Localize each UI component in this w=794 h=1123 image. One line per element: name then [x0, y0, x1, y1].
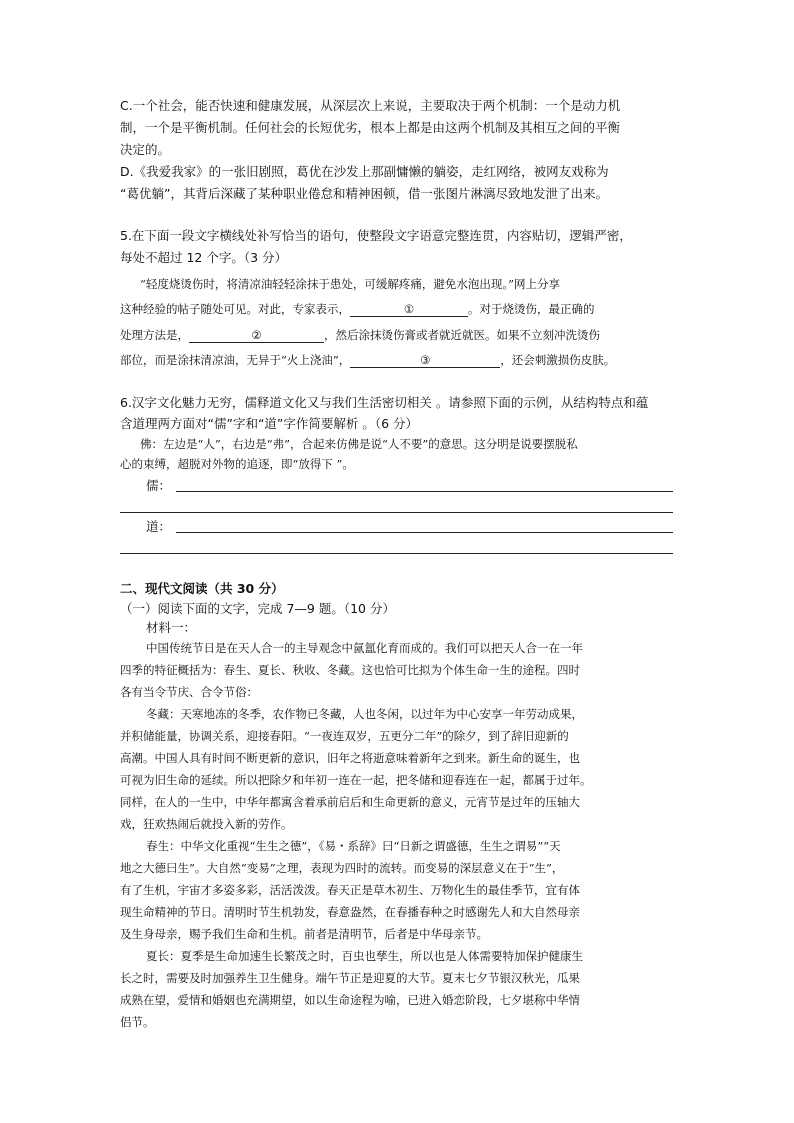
- option-d-line-1: D.《我爱我家》的一张旧剧照，葛优在沙发上那副慵懒的躺姿，走红网络，被网友戏称为: [120, 164, 609, 179]
- para4-line-1: 夏长：夏季是生命加速生长繁茂之时，百虫也孳生，所以也是人体需要特加保护健康生: [146, 949, 583, 963]
- para2-line-4: 可视为旧生命的延续。所以把除夕和年初一连在一起，把冬储和迎春连在一起，都属于过年。: [120, 773, 592, 787]
- q5-stem-line-1: 5.在下面一段文字横线处补写恰当的语句，使整段文字语意完整连贯，内容贴切，逻辑严密，: [120, 228, 632, 243]
- para2-line-2: 并积储能量，协调关系，迎接春阳。“一夜连双岁，五更分二年”的除夕，到了辞旧迎新的: [120, 729, 569, 743]
- para2-line-5: 同样，在人的一生中，中华年都寓含着承前启后和生命更新的意义，元宵节是过年的压轴大: [120, 795, 580, 809]
- q5-passage-line-4: [120, 353, 680, 368]
- q5-passage-text: 处理方法是，: [120, 328, 189, 342]
- q5-passage-text: 。对于烧烫伤，最正确的: [468, 302, 595, 316]
- q5-stem-line-2: 每处不超过 12 个字。（3 分）: [120, 250, 288, 265]
- q5-passage-text: 部位，而是涂抹清凉油，无异于“火上浇油”，: [120, 353, 351, 367]
- ru-answer-line-1[interactable]: [176, 491, 673, 492]
- q5-passage-line-1: “轻度烧烫伤时，将清凉油轻轻涂抹于患处，可缓解疼痛，避免水泡出现。”网上分享: [140, 277, 561, 291]
- option-c-line-1: C.一个社会，能否快速和健康发展，从深层次上来说，主要取决于两个机制：一个是动力机: [120, 98, 621, 113]
- para4-line-2: 长之时，需要及时加强养生卫生健身。端午节正是迎夏的大节。夏末七夕节银汉秋光，瓜果: [120, 971, 580, 985]
- para3-line-1: 春生：中华文化重视“生生之德”，《易・系辞》曰“日新之谓盛德，生生之谓易”“天: [146, 839, 561, 853]
- q6-stem-line-2: 含道理两方面对“儒”字和“道”字作简要解析 。（6 分）: [120, 416, 419, 431]
- para3-line-2: 地之大德曰生”。大自然“变易”之理，表现为四时的流转。而变易的深层意义在于“生”，: [120, 861, 564, 875]
- dao-answer-line-2[interactable]: [120, 553, 673, 554]
- para1-line-2: 四季的特征概括为：春生、夏长、秋收、冬藏。这也恰可比拟为个体生命一生的途程。四时: [120, 663, 580, 677]
- section-heading: 二、现代文阅读（共 30 分）: [120, 581, 284, 596]
- option-c-line-2: 制，一个是平衡机制。任何社会的长短优劣，根本上都是由这两个机制及其相互之间的平衡: [120, 120, 621, 135]
- para1-line-1: 中国传统节日是在天人合一的主导观念中氤氲化育而成的。我们可以把天人合一在一年: [146, 641, 583, 655]
- para1-line-3: 各有当令节庆、合令节俗：: [120, 685, 258, 699]
- material-label: 材料一：: [146, 620, 197, 635]
- para2-line-6: 戏，狂欢热闹后就投入新的劳作。: [120, 817, 293, 831]
- ru-label: 儒：: [146, 478, 172, 493]
- q5-passage-line-3: [120, 328, 680, 343]
- dao-label: 道：: [146, 519, 172, 534]
- para3-line-3: 有了生机，宇宙才多姿多彩，活活泼泼。春天正是草木初生、万物化生的最佳季节，宜有体: [120, 883, 580, 897]
- answer-blank-2[interactable]: ②: [189, 328, 324, 343]
- para4-line-3: 成熟在望，爱情和婚姻也充满期望，如以生命途程为喻，已进入婚恋阶段，七夕堪称中华情: [120, 993, 580, 1007]
- q5-passage-text: ，然后涂抹烫伤膏或者就近就医。如果不立刻冲洗烫伤: [324, 328, 600, 342]
- q5-passage-text: 这种经验的帖子随处可见。对此，专家表示，: [120, 302, 350, 316]
- answer-blank-1[interactable]: ①: [350, 302, 468, 317]
- q5-passage-text: ，还会刺激损伤皮肤。: [500, 353, 616, 367]
- q6-stem-line-1: 6.汉字文化魅力无穷，儒释道文化又与我们生活密切相关 。请参照下面的示例，从结构特点和蕴: [120, 395, 649, 410]
- para3-line-4: 现生命精神的节日。清明时节生机勃发，春意盎然，在春播春种之时感谢先人和大自然母亲: [120, 905, 580, 919]
- answer-blank-3[interactable]: ③: [350, 353, 500, 368]
- para2-line-3: 高潮。中国人具有时间不断更新的意识，旧年之将逝意味着新年之到来。新生命的诞生，也: [120, 751, 580, 765]
- q5-passage-line-2: [120, 302, 680, 317]
- dao-answer-line-1[interactable]: [176, 532, 673, 533]
- para4-line-4: 侣节。: [120, 1015, 155, 1029]
- q6-example-line-1: 佛：左边是“人”，右边是“弗”，合起来仿佛是说“人不要”的意思。这分明是说要摆脱私: [140, 437, 578, 451]
- option-c-line-3: 决定的。: [120, 142, 171, 157]
- q6-example-line-2: 心的束缚，超脱对外物的追逐，即“放得下 ”。: [120, 457, 354, 471]
- section-subheading: （一）阅读下面的文字，完成 7—9 题。（10 分）: [120, 601, 395, 616]
- para2-line-1: 冬藏：天寒地冻的冬季，农作物已冬藏，人也冬闲，以过年为中心安享一年劳动成果，: [146, 707, 583, 721]
- option-d-line-2: “葛优躺”，其背后深藏了某种职业倦怠和精神困顿，借一张图片淋漓尽致地发泄了出来。: [120, 186, 608, 201]
- para3-line-5: 及生身母亲，赐予我们生命和生机。前者是清明节，后者是中华母亲节。: [120, 927, 488, 941]
- ru-answer-line-2[interactable]: [120, 512, 673, 513]
